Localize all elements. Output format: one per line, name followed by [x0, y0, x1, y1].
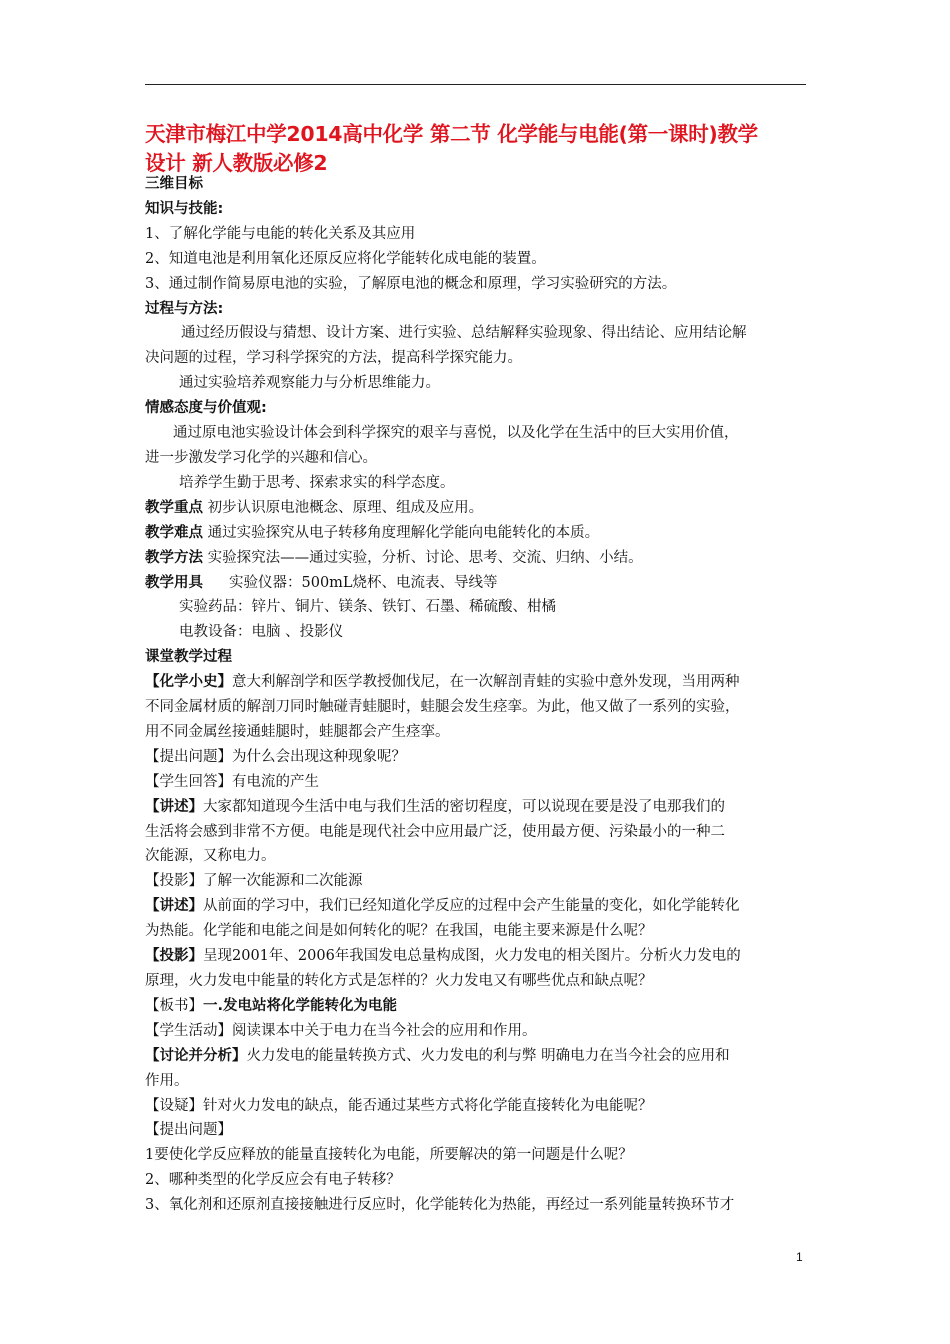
- knowledge-item: 3、通过制作简易原电池的实验，了解原电池的概念和原理，学习实验研究的方法。: [145, 275, 677, 292]
- tools-instruments: 实验仪器：500mL烧杯、电流表、导线等: [229, 574, 498, 591]
- discuss-line: 作用。: [145, 1072, 189, 1089]
- board-label: 【板书】: [145, 997, 203, 1014]
- doubt-line: 【设疑】针对火力发电的缺点，能否通过某些方式将化学能直接转化为电能呢？: [145, 1097, 653, 1114]
- projection-2-text: 呈现2001年、2006年我国发电总量构成图，火力发电的相关图片。分析火力发电的: [203, 948, 741, 965]
- emotion-paragraph-line: 通过原电池实验设计体会到科学探究的艰辛与喜悦，以及化学在生活中的巨大实用价值，: [173, 425, 739, 442]
- emotion-paragraph-line: 进一步激发学习化学的兴趣和信心。: [145, 449, 377, 466]
- history-text: 意大利解剖学和医学教授伽伐尼，在一次解剖青蛙的实验中意外发现，当用两种: [232, 674, 740, 691]
- emotion-paragraph-2: 培养学生勤于思考、探索求实的科学态度。: [179, 474, 455, 491]
- header-rule: [145, 84, 806, 85]
- board-text: 一.发电站将化学能转化为电能: [203, 997, 398, 1014]
- difficulty-text: 通过实验探究从电子转移角度理解化学能向电能转化的本质。: [203, 524, 600, 541]
- emotion-heading: 情感态度与价值观:: [145, 400, 267, 417]
- projection-2-line: [145, 944, 810, 969]
- history-line: [145, 670, 810, 695]
- title-line-2: 设计 新人教版必修2: [145, 151, 328, 175]
- key-point-text: 初步认识原电池概念、原理、组成及应用。: [203, 499, 484, 516]
- knowledge-heading: 知识与技能:: [145, 200, 224, 217]
- page-number: 1: [796, 1250, 803, 1264]
- key-point: [145, 496, 810, 521]
- projection-2-line: 原理，火力发电中能量的转化方式是怎样的？火力发电又有哪些优点和缺点呢？: [145, 973, 653, 989]
- knowledge-item: 1、了解化学能与电能的转化关系及其应用: [145, 225, 416, 242]
- history-label: 【化学小史】: [145, 674, 232, 691]
- document-title: [145, 120, 806, 178]
- history-line: 用不同金属丝接通蛙腿时，蛙腿都会产生痉挛。: [145, 723, 450, 740]
- discuss-label: 【讨论并分析】: [145, 1047, 247, 1064]
- goals-heading: 三维目标: [145, 176, 203, 192]
- discuss-line: [145, 1044, 810, 1069]
- title-line-1: 天津市梅江中学2014高中化学 第二节 化学能与电能(第一课时)教学: [145, 122, 758, 146]
- history-line: 不同金属材质的解剖刀同时触碰青蛙腿时，蛙腿会发生痉挛。为此，他又做了一系列的实验，: [145, 699, 740, 716]
- process-title: 课堂教学过程: [145, 649, 232, 666]
- lecture-1-label: 【讲述】: [145, 798, 203, 815]
- question-2: 【提出问题】: [145, 1122, 232, 1139]
- discuss-text: 火力发电的能量转换方式、火力发电的利与弊 明确电力在当今社会的应用和: [246, 1047, 730, 1064]
- teaching-method: [145, 546, 810, 571]
- projection-1: 【投影】了解一次能源和二次能源: [145, 873, 363, 890]
- process-paragraph-line: 决问题的过程，学习科学探究的方法，提高科学探究能力。: [145, 350, 522, 367]
- process-paragraph-2: 通过实验培养观察能力与分析思维能力。: [179, 375, 440, 392]
- process-paragraph-line: 通过经历假设与猜想、设计方案、进行实验、总结解释实验现象、得出结论、应用结论解: [181, 325, 747, 342]
- key-point-label: 教学重点: [145, 499, 203, 516]
- question-2-item: 3、氧化剂和还原剂直接接触进行反应时，化学能转化为热能，再经过一系列能量转换环节才: [145, 1197, 735, 1214]
- question-1: 【提出问题】为什么会出现这种现象呢？: [145, 748, 406, 765]
- teaching-tools: [145, 571, 810, 596]
- question-2-item: 1要使化学反应释放的能量直接转化为电能，所要解决的第一问题是什么呢？: [145, 1147, 633, 1164]
- lecture-2-line: [145, 894, 810, 919]
- lecture-1-line: [145, 795, 810, 820]
- lecture-2-line: 为热能。化学能和电能之间是如何转化的呢？在我国，电能主要来源是什么呢？: [145, 923, 653, 940]
- question-2-item: 2、哪种类型的化学反应会有电子转移？: [145, 1172, 401, 1189]
- lecture-1-line: 次能源，又称电力。: [145, 848, 276, 865]
- student-activity: 【学生活动】阅读课本中关于电力在当今社会的应用和作用。: [145, 1022, 537, 1039]
- knowledge-item: 2、知道电池是利用氧化还原反应将化学能转化成电能的装置。: [145, 250, 546, 267]
- tools-av: 电教设备：电脑 、投影仪: [179, 624, 344, 641]
- process-heading: 过程与方法:: [145, 300, 224, 317]
- difficulty-point: [145, 521, 810, 546]
- answer-1: 【学生回答】有电流的产生: [145, 773, 319, 790]
- method-label: 教学方法: [145, 549, 203, 566]
- projection-2-label: 【投影】: [145, 948, 203, 965]
- method-text: 实验探究法——通过实验，分析、讨论、思考、交流、归纳、小结。: [203, 549, 643, 566]
- board-line: [145, 994, 810, 1019]
- lecture-1-line: 生活将会感到非常不方便。电能是现代社会中应用最广泛，使用最方便、污染最小的一种二: [145, 823, 725, 840]
- tools-label: 教学用具: [145, 574, 203, 591]
- lecture-1-text: 大家都知道现今生活中电与我们生活的密切程度，可以说现在要是没了电那我们的: [203, 798, 725, 815]
- lecture-2-label: 【讲述】: [145, 898, 203, 915]
- document-body: [145, 172, 810, 1218]
- difficulty-label: 教学难点: [145, 524, 203, 541]
- lecture-2-text: 从前面的学习中，我们已经知道化学反应的过程中会产生能量的变化，如化学能转化: [203, 898, 740, 915]
- tools-drugs: 实验药品：锌片、铜片、镁条、铁钉、石墨、稀硫酸、柑橘: [179, 599, 556, 616]
